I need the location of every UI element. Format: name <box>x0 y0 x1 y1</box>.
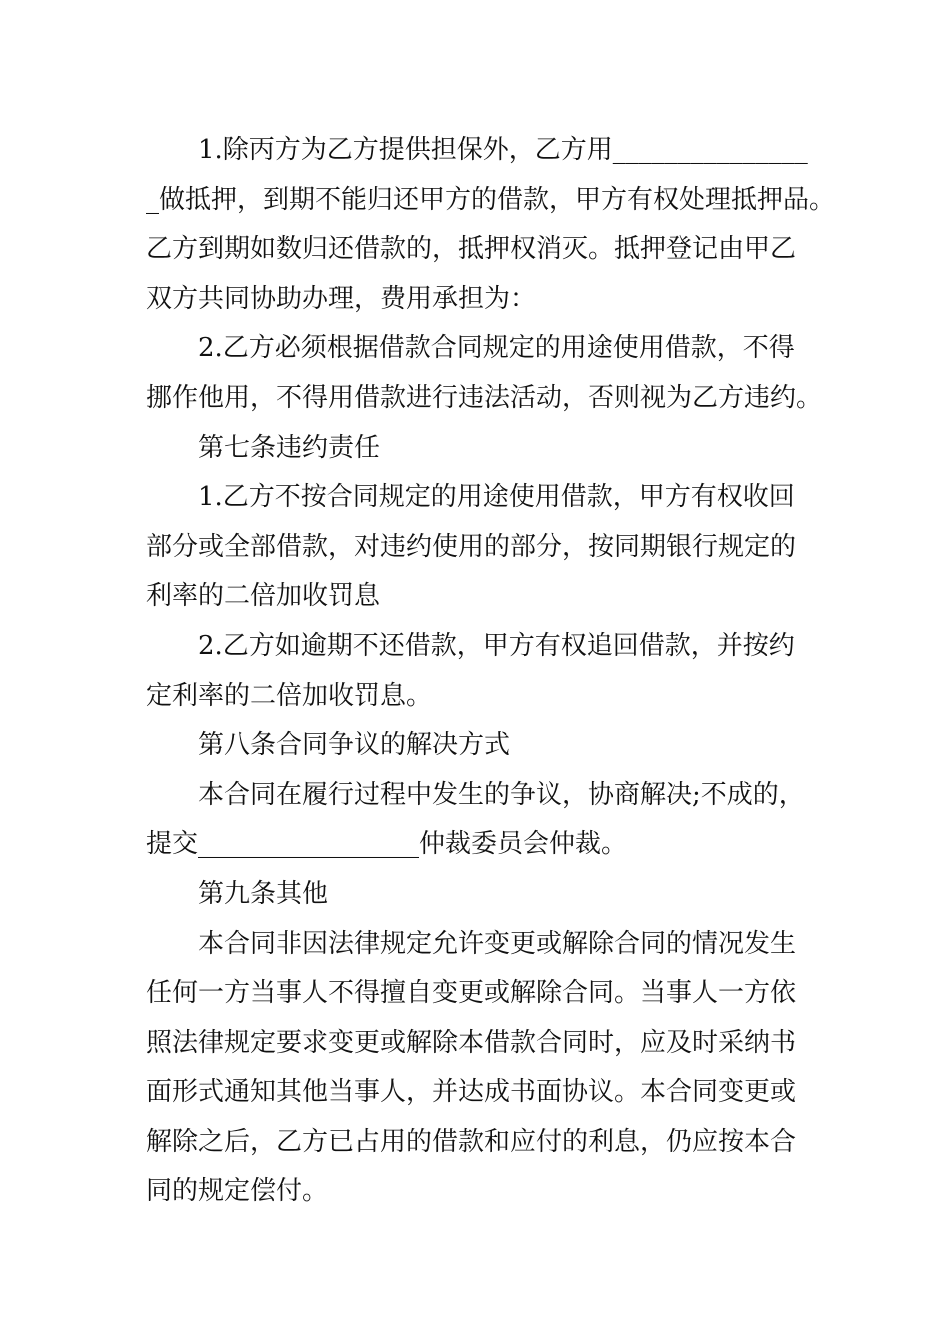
section-heading-article-9: 第九条其他 <box>198 878 329 909</box>
text-line: 乙方到期如数归还借款的，抵押权消灭。抵押登记由甲乙 <box>146 234 797 265</box>
text-line: 本合同非因法律规定允许变更或解除合同的情况发生 <box>198 928 797 959</box>
clause-8 <box>146 771 806 870</box>
text-line: 提交_________________仲裁委员会仲裁。 <box>146 829 628 860</box>
text-line: 解除之后，乙方已占用的借款和应付的利息，仍应按本合 <box>146 1126 797 1157</box>
text-line: 1.乙方不按合同规定的用途使用借款，甲方有权收回 <box>198 482 795 513</box>
text-line: 挪作他用，不得用借款进行违法活动，否则视为乙方违约。 <box>146 382 823 413</box>
text-line: 部分或全部借款，对违约使用的部分，按同期银行规定的 <box>146 531 797 562</box>
clause-7-2 <box>146 622 806 721</box>
text-line: 双方共同协助办理，费用承担为： <box>146 283 537 314</box>
text-line: 本合同在履行过程中发生的争议，协商解决;不成的， <box>198 779 805 810</box>
clause-7-1 <box>146 473 806 622</box>
text-line: 同的规定偿付。 <box>146 1176 329 1207</box>
text-line: 2.乙方必须根据借款合同规定的用途使用借款，不得 <box>198 333 795 364</box>
clause-6-2 <box>146 324 823 423</box>
section-heading-article-8: 第八条合同争议的解决方式 <box>198 730 511 761</box>
text-line: 2.乙方如逾期不还借款，甲方有权追回借款，并按约 <box>198 630 795 661</box>
text-line: 1.除丙方为乙方提供担保外，乙方用_______________ <box>198 135 808 165</box>
text-line: 定利率的二倍加收罚息。 <box>146 680 433 711</box>
document-body <box>146 126 836 1217</box>
section-heading-article-7: 第七条违约责任 <box>198 432 381 463</box>
text-line: 照法律规定要求变更或解除本借款合同时，应及时采纳书 <box>146 1027 797 1058</box>
text-line: _做抵押，到期不能归还甲方的借款，甲方有权处理抵押品。 <box>146 184 836 215</box>
text-line: 任何一方当事人不得擅自变更或解除合同。当事人一方依 <box>146 978 797 1009</box>
text-line: 面形式通知其他当事人，并达成书面协议。本合同变更或 <box>146 1077 797 1108</box>
clause-9 <box>146 920 806 1218</box>
text-line: 利率的二倍加收罚息 <box>146 581 381 612</box>
clause-6-1 <box>146 126 836 324</box>
